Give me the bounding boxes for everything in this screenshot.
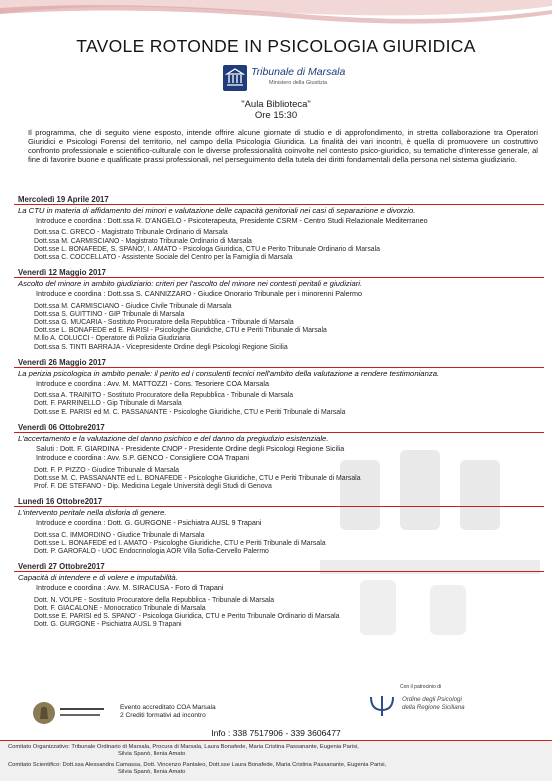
scientific-text: Dott.ssa Alessandra Camassa, Dott. Vincenzo Pantaleo, Dott.sse Laura Bonafede, Maria Cristina Passanante, Eugenia Parisi,	[62, 762, 387, 768]
speaker-line: Dott.sse E. PARISI ed M. C. PASSANANTE - Psicologhe Giuridiche, CTU e Periti Tribunale di Marsala	[34, 408, 346, 416]
scientific-text-cont: Silvia Spanò, Ilenia Amato	[118, 769, 186, 775]
speaker-line: Dott.sse E. PARISI ed S. SPANO' - Psicologa Giuridica, CTU e Perito Tribunale Ordinario di Marsala	[34, 613, 340, 621]
session-coordinator: Introduce e coordina : Dott.ssa S. CANNIZZARO - Giudice Onorario Tribunale per i minorenni Palermo	[36, 289, 362, 298]
speaker-line: Prof. F. DE STEFANO - Dip. Medicina Legale Università degli Studi di Genova	[34, 483, 272, 491]
speaker-line: Dott. F. GIACALONE - Monocratico Tribunale di Marsala	[34, 605, 206, 612]
speaker-line: Dott.ssa C. COCCELLATO - Assistente Sociale del Centro per la Famiglia di Marsala	[34, 254, 293, 261]
session-date: Mercoledì 19 Aprile 2017	[14, 194, 544, 205]
scientific-committee	[8, 762, 546, 776]
session-coordinator: Introduce e coordina : Avv. M. SIRACUSA - Foro di Trapani	[36, 583, 224, 593]
patronage-line: della Regione Siciliana	[402, 703, 465, 711]
session-title: Ascolto del minore in ambito giudiziario: criteri per l'ascolto del minore nei contesti peritali e giudiziari.	[18, 279, 363, 289]
venue-block	[0, 100, 552, 121]
speaker-line: Dott. F. P. PIZZO - Giudice Tribunale di Marsala	[34, 466, 180, 474]
patronage-text	[402, 696, 465, 711]
session-date: Venerdì 27 Ottobre2017	[14, 561, 544, 572]
session-speakers	[14, 227, 544, 264]
speaker-line: Dott. N. VOLPE - Sostituto Procuratore della Repubblica - Tribunale di Marsala	[34, 596, 275, 604]
speaker-line: Dott.ssa M. CARMISCIANO - Magistrato Tribunale Ordinario di Marsala	[34, 237, 252, 245]
speaker-line: Dott.sse L. BONAFEDE, S. SPANO', I. AMATO - Psicologa Giuridica, CTU e Perito Tribunale Ordinario di Marsala	[34, 245, 380, 253]
session-3	[14, 357, 544, 419]
session-title: Capacità di intendere e di volere e imputabilità.	[18, 573, 178, 583]
speaker-line: Dott.sse L. BONAFEDE ed E. PARISI - Psicologhe Giuridiche, CTU e Periti Tribunale di Marsala	[34, 327, 327, 335]
session-speakers	[14, 595, 544, 632]
session-2	[14, 267, 544, 354]
patronage-line: Ordine degli Psicologi	[402, 696, 462, 703]
session-date: Lunedì 16 Ottobre2017	[14, 496, 544, 507]
speaker-line: M.llo A. COLUCCI - Operatore di Polizia Giudiziaria	[34, 335, 191, 343]
event-accreditation	[120, 704, 216, 721]
session-title: La CTU in materia di affidamento dei minori e valutazione delle capacità genitoriali nei casi di separazione e divorzio.	[18, 206, 416, 215]
session-4	[14, 422, 544, 494]
session-title: L'intervento peritale nella disforia di genere.	[18, 508, 167, 518]
speaker-line: Dott.ssa A. TRAINITO - Sostituto Procuratore della Repubblica - Tribunale di Marsala	[34, 392, 294, 400]
session-title: La perizia psicologica in ambito penale: il perito ed i consulenti tecnici nell'ambito della valutazione a rendere testimonianza.	[18, 368, 440, 378]
patronage-heading: Con il patrocinio di	[400, 684, 442, 690]
program-sections	[14, 194, 544, 632]
session-6	[14, 561, 544, 631]
session-speakers	[14, 390, 544, 419]
speaker-line: Dott.ssa S. GUITTINO - GIP Tribunale di Marsala	[34, 310, 185, 318]
speaker-line: Dott.ssa M. CARMISCIANO - Giudice Civile Tribunale di Marsala	[34, 302, 232, 310]
session-coordinator: Introduce e coordina : Dott. G. GURGONE - Psichiatra AUSL 9 Trapani	[36, 518, 262, 528]
patronage-block	[368, 684, 508, 724]
speaker-line: Dott.ssa C. GRECO - Magistrato Tribunale Ordinario di Marsala	[34, 229, 228, 237]
session-1	[14, 194, 544, 264]
session-5	[14, 496, 544, 558]
event-line: Evento accreditato COA Marsala	[120, 704, 216, 711]
speaker-line: Dott.ssa C. IMMORDINO - Giudice Tribunale di Marsala	[34, 531, 205, 539]
speaker-line: Dott.ssa G. MUCARIA - Sostituto Procuratore della Repubblica - Tribunale di Marsala	[34, 319, 294, 326]
logo-title: Tribunale di Marsala	[251, 66, 346, 78]
scientific-label: Comitato Scientifico:	[8, 762, 61, 768]
decorative-swoosh	[0, 0, 552, 40]
speaker-line: Dott.sse L. BONAFEDE ed I. AMATO - Psicologhe Giuridiche, CTU e Periti Tribunale di Marsala	[34, 540, 326, 547]
logo-subtitle: Ministero della Giustizia	[269, 80, 328, 86]
tribunale-emblem-icon	[221, 63, 249, 93]
ordine-avvocati-logo	[32, 700, 132, 726]
organizing-text-cont: Silvia Spanò, Ilenia Amato	[118, 751, 186, 757]
session-title: L'accertamento e la valutazione del danno psichico e del danno da pregiudizio esistenziale.	[18, 433, 329, 443]
info-contact: Info : 338 7517906 - 339 3606477	[211, 728, 341, 738]
session-coordinator: Introduce e coordina : Dott.ssa R. D'ANGELO - Psicoterapeuta, Presidente CSRM - Centro Studi Relazionale Mediterraneo	[36, 215, 428, 225]
session-coordinator: Introduce e coordina : Avv. M. MATTOZZI - Cons. Tesoriere COA Marsala	[36, 378, 270, 388]
psi-logo-icon	[368, 694, 396, 718]
page-title: TAVOLE ROTONDE IN PSICOLOGIA GIURIDICA	[76, 36, 476, 56]
venue-time: Ore 15:30	[254, 109, 298, 121]
speaker-line: Dott.ssa S. TINTI BARRAJA - Vicepresidente Ordine degli Psicologi Regione Sicilia	[34, 343, 288, 351]
session-date: Venerdì 26 Maggio 2017	[14, 357, 544, 368]
session-date: Venerdì 12 Maggio 2017	[14, 267, 544, 278]
session-speakers	[14, 530, 544, 559]
tribunale-logo	[221, 63, 346, 95]
session-speakers	[14, 301, 544, 354]
speaker-line: Dott. P. GAROFALO - UOC Endocrinologia AOR Villa Sofia-Cervello Palermo	[34, 548, 269, 556]
venue-name: "Aula Biblioteca"	[241, 99, 311, 110]
organizing-label: Comitato Organizzativo:	[8, 744, 70, 750]
committee-block	[0, 740, 552, 781]
intro-paragraph: Il programma, che di seguito viene esposto, intende offrire alcune giornate di studio e di approfondimento, in stretta collaborazione tra Operatori Giuridici e Psicologi Forensi del territorio, nel campo della Psicologia Giuridica. La finalità dei vari incontri, è quella di promuovere un costruttivo confronto professionale e scientifico-culturale con le diverse professionalità coinvolte nel contesto psico-giuridico, su tematiche d'interesse generale, al fine di favorire buone e qualificate prassi professionali, nel perseguimento della tutela dei diritti fondamentali della persona nel sistema giudiziario.	[28, 128, 538, 165]
speaker-line: Dott. F. PARRINELLO - Gip Tribunale di Marsala	[34, 400, 182, 408]
session-speakers	[14, 465, 544, 494]
speaker-line: Dott.sse M. C. PASSANANTE ed L. BONAFEDE - Psicologhe Giuridiche, CTU e Periti Tribunale di Marsala	[34, 475, 361, 482]
session-coordinator: Introduce e coordina : Avv. S.P. GENCO - Consigliere COA Trapani	[36, 453, 249, 463]
session-greetings: Saluti : Dott. F. GIARDINA - Presidente CNOP - Presidente Ordine degli Psicologi Regione Sicilia	[36, 443, 345, 453]
event-line: 2 Crediti formativi ad incontro	[120, 712, 206, 720]
organizing-committee	[8, 744, 546, 758]
session-date: Venerdì 06 Ottobre2017	[14, 422, 544, 433]
organizing-text: Tribunale Ordinario di Marsala, Procura di Marsala, Laura Bonafede, Maria Cristina Passanante, Eugenia Parisi,	[71, 744, 359, 750]
speaker-line: Dott. G. GURGONE - Psichiatra AUSL 9 Trapani	[34, 621, 182, 629]
